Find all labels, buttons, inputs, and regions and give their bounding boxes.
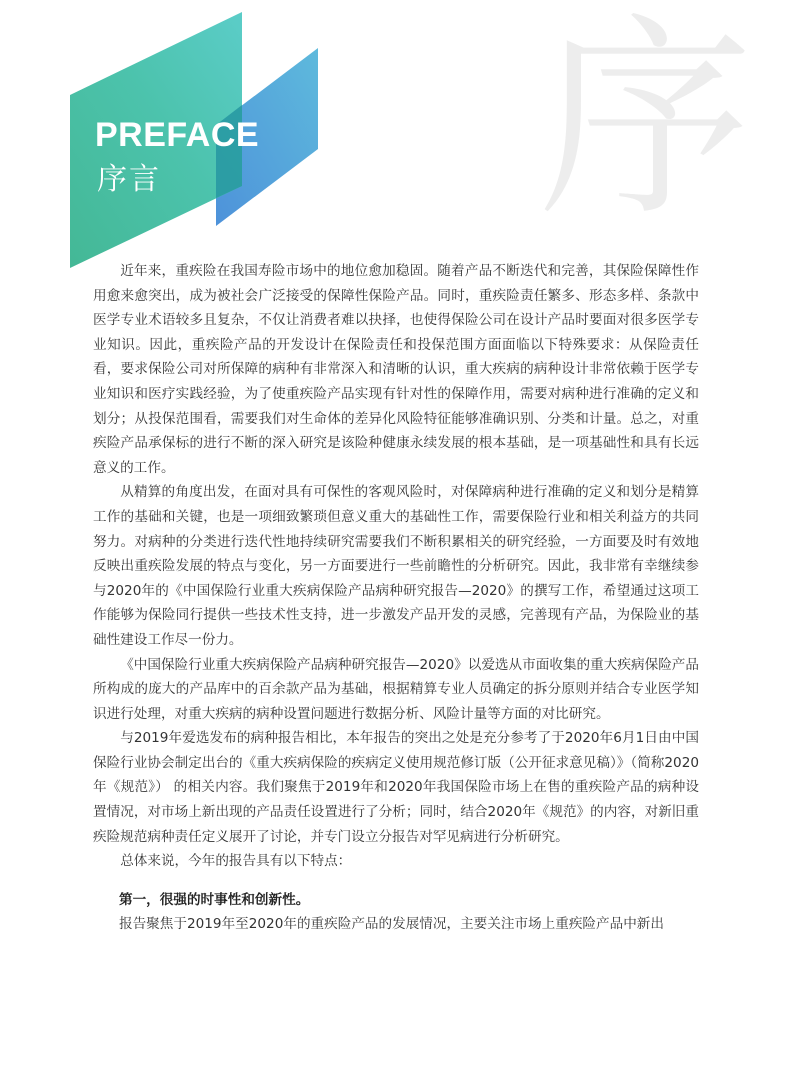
- paragraph: 与2019年爱选发布的病种报告相比，本年报告的突出之处是充分参考了于2020年6月1日由中国保险行业协会制定出台的《重大疾病保险的疾病定义使用规范修订版（公开征求意见稿）》（简称2020年《规范》） 的相关内容。我们聚焦于2019年和2020年我国保险市场上在售的重疾险产品的病种设置情况，对市场上新出现的产品责任设置进行了分析；同时，结合2020年《规范》的内容，对新旧重疾险规范病种责任定义展开了讨论，并专门设立分报告对罕见病进行分析研究。: [93, 730, 699, 845]
- paragraph: 总体来说，今年的报告具有以下特点：: [120, 853, 352, 870]
- paragraph: 从精算的角度出发，在面对具有可保性的客观风险时，对保障病种进行准确的定义和划分是精算工作的基础和关键，也是一项细致繁琐但意义重大的基础性工作，需要保险行业和相关利益方的共同努力。对病种的分类进行迭代性地持续研究需要我们不断积累相关的研究经验，一方面要及时有效地反映出重疾险发展的特点与变化，另一方面要进行一些前瞻性的分析研究。因此，我非常有幸继续参与2020年的《中国保险行业重大疾病保险产品病种研究报告—2020》的撰写工作，希望通过这项工作能够为保险同行提供一些技术性支持，进一步激发产品开发的灵感，完善现有产品，为保险业的基础性建设工作尽一份力。: [93, 484, 699, 648]
- paragraph: 近年来，重疾险在我国寿险市场中的地位愈加稳固。随着产品不断迭代和完善，其保险保障性作用愈来愈突出，成为被社会广泛接受的保障性保险产品。同时，重疾险责任繁多、形态多样、条款中医学专业术语较多且复杂，不仅让消费者难以抉择，也使得保险公司在设计产品时要面对很多医学专业知识。因此，重疾险产品的开发设计在保险责任和投保范围方面面临以下特殊要求：从保险责任看，要求保险公司对所保障的病种有非常深入和清晰的认识，重大疾病的病种设计非常依赖于医学专业知识和医疗实践经验，为了使重疾险产品实现有针对性的保障作用，需要对病种进行准确的定义和划分；从投保范围看，需要我们对生命体的差异化风险特征能够准确识别、分类和计量。总之，对重疾险产品承保标的进行不断的深入研究是该险种健康永续发展的根本基础，是一项基础性和具有长远意义的工作。: [93, 263, 699, 476]
- preface-title-en: PREFACE: [95, 116, 260, 154]
- paragraph: 《中国保险行业重大疾病保险产品病种研究报告—2020》以爱选从市面收集的重大疾病保险产品所构成的庞大的产品库中的百余款产品为基础，根据精算专业人员确定的拆分原则并结合专业医学知识进行处理，对重大疾病的病种设置问题进行数据分析、风险计量等方面的对比研究。: [93, 656, 699, 722]
- section-paragraph: 报告聚焦于2019年至2020年的重疾险产品的发展情况，主要关注市场上重疾险产品中新出: [119, 916, 664, 933]
- preface-title-cn: 序言: [97, 162, 161, 197]
- preface-body: [93, 259, 699, 937]
- decorative-preface-character: 序: [538, 0, 753, 245]
- section-heading: 第一，很强的时事性和创新性。: [119, 891, 310, 908]
